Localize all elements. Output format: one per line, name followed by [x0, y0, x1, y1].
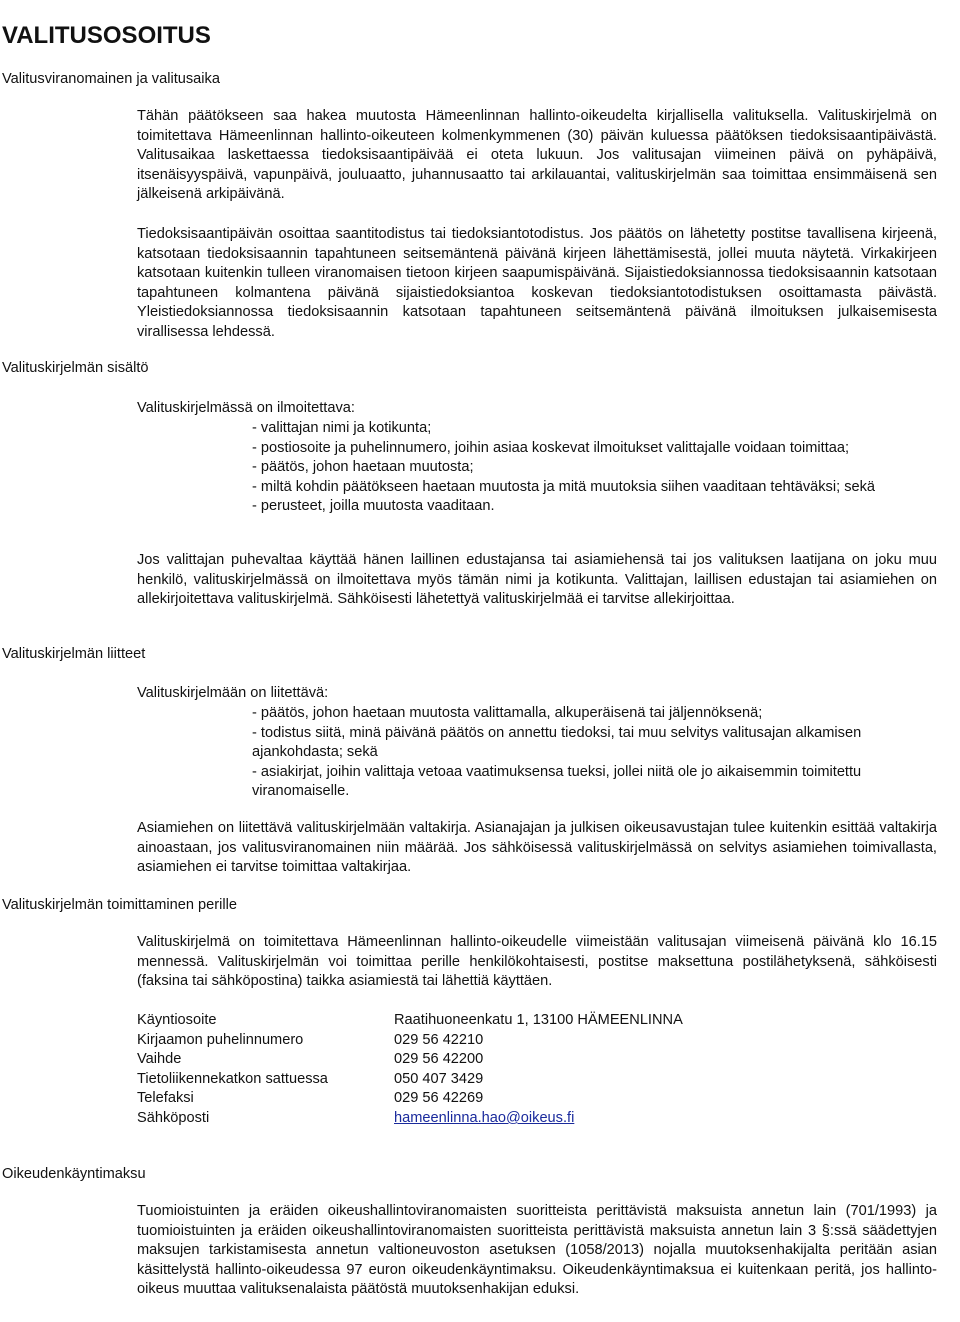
contact-row-fax: [137, 1089, 837, 1109]
section-label-toimittaminen: Valituskirjelmän toimittaminen perille: [2, 897, 237, 913]
section-label-liitteet: Valituskirjelmän liitteet: [2, 646, 146, 662]
contact-row-registry-phone: [137, 1031, 837, 1051]
list-item: - perusteet, joilla muutosta vaaditaan.: [252, 498, 495, 515]
section-label-oikeudenkayntimaksu: Oikeudenkäyntimaksu: [2, 1166, 146, 1182]
list-item: - todistus siitä, minä päivänä päätös on annettu tiedoksi, tai muu selvitys valitusajan alkamisen ajankohdasta; sekä: [252, 724, 862, 761]
paragraph-valitusaika: Tähän päätökseen saa hakea muutosta Hämeenlinnan hallinto-oikeudelta kirjallisella valituksella. Valituskirjelmä on toimitettava Hämeenlinnan hallinto-oikeuteen kolmenkymmenen (30) päivän kuluessa päätöksen tiedoksisaantipäivästä. Valitusaikaa laskettaessa tiedoksisaantipäivää ei oteta lukuun. Jos valitusajan viimeinen päivä on pyhäpäivä, itsenäisyyspäivä, vapunpäivä, jouluaatto, juhannusaatto tai arkilauantai, valituskirjelmän saa toimittaa ensimmäisenä sen jälkeisenä arkipäivänä.: [137, 108, 937, 203]
contact-row-outage-phone: [137, 1070, 837, 1090]
contact-info-table: [137, 1011, 837, 1129]
contact-value: Raatihuoneenkatu 1, 13100 HÄMEENLINNA: [394, 1012, 683, 1028]
contact-row-switchboard: [137, 1050, 837, 1070]
list-item: - asiakirjat, joihin valittaja vetoaa vaatimuksensa tueksi, jollei niitä ole jo aikaisemmin toimitettu viranomaiselle.: [252, 763, 862, 800]
list-intro-liitteet: Valituskirjelmään on liitettävä:: [137, 685, 329, 701]
section-label-valitusviranomainen: Valitusviranomainen ja valitusaika: [2, 71, 220, 87]
list-item: - päätös, johon haetaan muutosta valittamalla, alkuperäisenä tai jäljennöksenä;: [252, 705, 763, 721]
list-intro-sisalto: Valituskirjelmässä on ilmoitettava:: [137, 400, 355, 416]
contact-key: Sähköposti: [137, 1109, 210, 1126]
contact-value: 050 407 3429: [394, 1070, 484, 1087]
page-title: VALITUSOSOITUS: [2, 22, 211, 49]
list-item: - valittajan nimi ja kotikunta;: [252, 420, 432, 436]
list-sisalto: [252, 419, 942, 517]
paragraph-valtakirja: Asiamiehen on liitettävä valituskirjelmään valtakirja. Asianajajan ja julkisen oikeusavustajan tulee kuitenkin esittää valtakirja ainoastaan, jos valitusviranomainen niin määrää. Jos sähköisessä valituskirjelmässä on selvitys asiamiehen toimivallasta, asiamiehen ei tarvitse toimittaa valtakirjaa.: [137, 820, 937, 876]
contact-key: Vaihde: [137, 1051, 182, 1068]
contact-key: Telefaksi: [137, 1090, 194, 1107]
email-link[interactable]: hameenlinna.hao@oikeus.fi: [394, 1109, 575, 1126]
list-item: - miltä kohdin päätökseen haetaan muutosta ja mitä muutoksia siihen vaaditaan tehtäväksi; sekä: [252, 478, 876, 495]
contact-value: 029 56 42200: [394, 1051, 484, 1068]
paragraph-toimittaminen: Valituskirjelmä on toimitettava Hämeenlinnan hallinto-oikeudelle viimeistään valitusajan viimeisenä päivänä klo 16.15 mennessä. Valituskirjelmän voi toimittaa perille henkilökohtaisesti, postitse maksettuna postilähetyksenä, sähköisesti (faksina tai sähköpostina) taikka asiamiestä tai lähettiä käyttäen.: [137, 934, 937, 990]
section-label-sisalto: Valituskirjelmän sisältö: [2, 360, 149, 376]
contact-key: Kirjaamon puhelinnumero: [137, 1031, 304, 1048]
paragraph-oikeudenkayntimaksu: Tuomioistuinten ja eräiden oikeushallintoviranomaisten suoritteista perittävistä maksuista annetun lain (701/1993) ja tuomioistuinten ja eräiden oikeushallintoviranomaisten suoritteista perittävistä maksuista annetun lain 3 §:ssä säädettyjen maksujen tarkistamisesta annetun valtioneuvoston asetuksen (1058/2013) nojalla muutoksenhakijalta peritään asian käsittelystä hallinto-oikeudessa 97 euron oikeudenkäyntimaksu. Oikeudenkäyntimaksua ei kuitenkaan peritä, jos hallinto-oikeus muuttaa valituksenalaista päätöstä muutoksenhakijan eduksi.: [137, 1203, 937, 1298]
contact-key: Tietoliikennekatkon sattuessa: [137, 1070, 328, 1087]
contact-row-address: [137, 1011, 837, 1031]
contact-value: 029 56 42269: [394, 1090, 484, 1107]
paragraph-tiedoksisaanti: Tiedoksisaantipäivän osoittaa saantitodistus tai tiedoksiantotodistus. Jos päätös on lähetetty postitse tavallisena kirjeenä, katsotaan tiedoksisaannin tapahtuneen seitsemäntenä päivänä kirjeen lähettämisestä, jollei muuta näytetä. Virkakirjeen katsotaan kuitenkin tulleen viranomaisen tietoon kirjeen saapumispäivänä. Sijaistiedoksiannossa tiedoksisaannin katsotaan tapahtuneen kolmantena päivänä sijaistiedoksiantoa koskevan tiedoksiantotodistuksen osoittamasta päivästä. Yleistiedoksiannossa tiedoksisaannin katsotaan tapahtuneen seitsemäntenä päivänä ilmoituksen julkaisemisesta virallisessa lehdessä.: [137, 226, 937, 340]
contact-value-wrap: [394, 1109, 574, 1129]
list-item: - päätös, johon haetaan muutosta;: [252, 459, 474, 476]
list-item: - postiosoite ja puhelinnumero, joihin asiaa koskevat ilmoitukset valittajalle voidaan toimittaa;: [252, 439, 850, 456]
contact-key: Käyntiosoite: [137, 1012, 217, 1028]
list-liitteet: [252, 704, 942, 802]
contact-row-email: [137, 1109, 837, 1129]
contact-value: 029 56 42210: [394, 1031, 484, 1048]
paragraph-edustaja: Jos valittajan puhevaltaa käyttää hänen laillinen edustajansa tai asiamiehensä tai jos valituksen laatijana on joku muu henkilö, valituskirjelmässä on ilmoitettava myös tämän nimi ja kotikunta. Valittajan, laillisen edustajan tai asiamiehen on allekirjoitettava valituskirjelmä. Sähköisesti lähetettyä valituskirjelmää ei tarvitse allekirjoittaa.: [137, 552, 937, 608]
